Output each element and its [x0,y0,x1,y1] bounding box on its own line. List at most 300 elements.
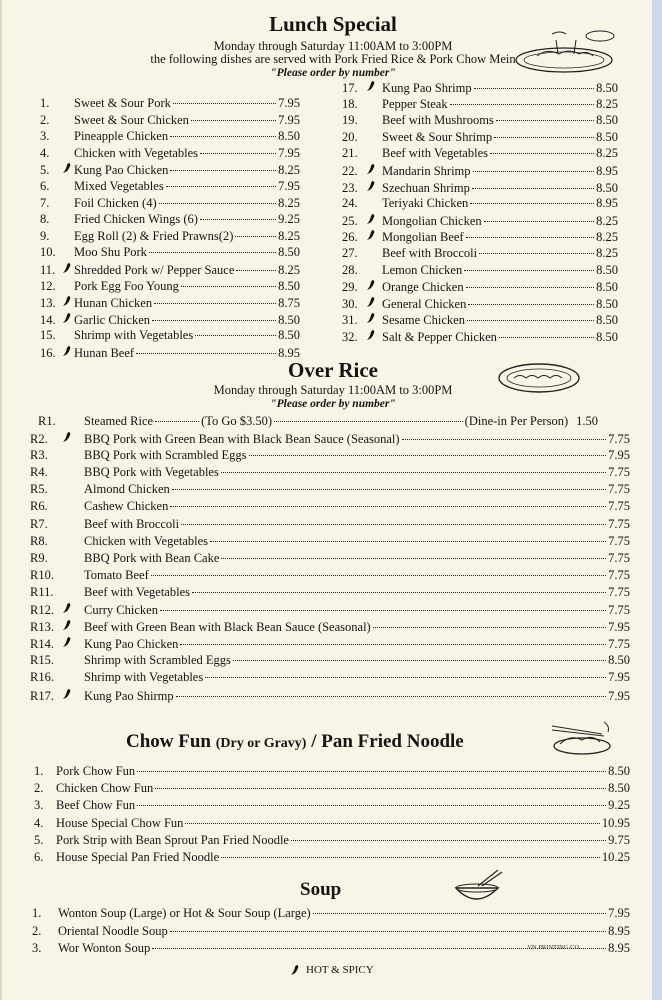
item-price: 8.95 [608,941,630,955]
menu-item-row [32,924,630,939]
dot-leader [170,505,606,507]
item-price: 7.95 [608,688,630,703]
dot-leader [200,152,276,154]
item-name: Wor Wonton Soup [58,941,151,955]
item-price: 7.95 [278,112,300,127]
soup-title: Soup [300,879,342,900]
item-number: 10. [40,245,56,260]
dot-leader [235,235,276,237]
dot-leader [402,438,607,440]
menu-item-row [34,850,630,865]
chili-pepper-icon [366,163,382,175]
item-number: 2. [40,112,50,127]
dot-leader [468,303,594,305]
item-number: 20. [342,129,358,144]
chili-pepper-icon [62,636,84,648]
dot-leader [149,251,276,253]
dot-leader [151,574,606,576]
item-price: 8.95 [278,346,300,360]
item-price: 8.50 [278,129,300,144]
chili-pepper-icon [62,431,84,443]
item-number: 3. [34,798,44,813]
dot-leader [160,609,606,611]
rice-hours: Monday through Saturday 11:00AM to 3:00PM [213,383,453,397]
item-price: 7.95 [608,620,630,635]
item-price: 8.25 [596,246,618,260]
dot-leader [176,695,607,697]
item-price: 10.95 [601,815,630,830]
menu-item-row [30,465,630,480]
item-name: Sweet & Sour Chicken [74,112,189,127]
menu-item-row [342,229,618,245]
item-number: 8. [40,212,50,227]
dinein-note: (Dine-in Per Person) [464,414,569,428]
item-number: R14. [30,637,54,652]
chili-pepper-icon [366,229,382,241]
item-price: 7.95 [278,96,300,110]
dot-leader [170,930,606,932]
item-name: Steamed Rice [84,414,154,428]
item-name: Garlic Chicken [74,312,151,327]
chili-pepper-icon [366,80,382,92]
item-price: 9.75 [608,832,630,847]
menu-item-row [40,328,300,343]
item-number: 11. [40,263,56,277]
item-name: Shrimp with Scrambled Eggs [84,653,231,668]
rice-title: Over Rice [288,358,378,382]
item-price: 8.50 [278,278,300,293]
menu-item-row [342,80,618,96]
dot-leader [490,152,594,154]
dot-leader [233,659,606,661]
item-price: 8.50 [608,764,630,778]
item-price: 8.95 [596,196,618,211]
item-price: 8.25 [596,146,618,161]
menu-item-row [40,179,300,194]
dot-leader [191,119,276,121]
menu-item-row [34,798,630,813]
item-name: House Special Pan Fried Noodle [56,850,220,864]
item-number: R3. [30,448,48,463]
item-number: 9. [40,228,50,243]
legend [290,964,374,976]
chili-pepper-icon [366,213,382,225]
menu-item-row [342,213,618,229]
menu-item-row [30,619,630,635]
item-name: Beef with Vegetables [84,584,190,599]
lunch-order-note: "Please order by number" [270,67,396,79]
menu-item-row [342,296,618,312]
item-price: 8.75 [278,296,300,311]
menu-item-row [40,129,300,144]
togo-note: (To Go $3.50) [201,414,273,428]
item-name: BBQ Pork with Scrambled Eggs [84,448,247,463]
item-number: 6. [34,850,44,864]
item-number: 6. [40,179,50,193]
lunch-note: the following dishes are served with Pork Fried Rice & Pork Chow Mein [150,52,516,66]
item-price: 8.50 [596,280,618,295]
dot-leader [159,202,276,204]
menu-item-row [40,196,300,211]
menu-item-row [342,263,618,278]
dot-leader [373,626,606,628]
item-number: 1. [40,96,50,110]
dot-leader [136,352,276,354]
menu-item-row [40,212,300,227]
item-price: 7.95 [608,670,630,685]
menu-item-row [342,246,618,261]
dot-leader [313,912,606,914]
item-number: 32. [342,330,358,344]
dot-leader [464,269,594,271]
chili-pepper-icon [62,688,84,700]
menu-item-row [30,482,630,497]
item-number: 19. [342,113,358,128]
item-price: 9.25 [278,212,300,227]
menu-item-row [30,534,630,549]
dot-leader [221,557,606,559]
item-number: 23. [342,180,358,195]
menu-item-row [30,431,630,447]
item-price: 7.75 [608,482,630,497]
dot-leader [467,319,594,321]
item-number: 12. [40,278,56,293]
dot-leader [200,218,276,220]
menu-item-row [342,97,618,112]
item-price: 8.25 [596,230,618,245]
item-number: 26. [342,230,358,245]
item-name: Salt & Pepper Chicken [382,330,497,344]
chili-pepper-icon [62,312,74,324]
item-price: 7.75 [608,465,630,480]
chili-pepper-icon [62,345,74,357]
item-number: R5. [30,482,48,497]
dot-leader [221,471,606,473]
item-price: 8.50 [596,129,618,144]
item-number: 2. [34,781,44,796]
item-price: 8.50 [608,653,630,668]
dot-leader [210,540,606,542]
item-name: Beef with Broccoli [382,246,478,260]
dot-leader [473,170,595,172]
item-name: Shrimp with Vegetables [84,670,204,685]
item-number: 5. [40,163,50,178]
item-name: Pork Chow Fun [56,764,136,778]
item-price: 7.75 [608,637,630,652]
chili-pepper-icon [366,329,382,341]
dish-illustration-icon [512,26,622,76]
item-price: 9.25 [608,798,630,813]
dot-leader [470,202,594,204]
item-number: 27. [342,246,358,260]
item-price: 8.50 [596,81,618,95]
item-price: 8.50 [596,296,618,311]
menu-item-row [30,602,630,618]
item-name: Hunan Chicken [74,296,153,311]
item-number: R11. [30,584,54,599]
menu-item-row [40,245,300,260]
dot-leader [172,488,606,490]
lunch-title: Lunch Special [269,12,397,36]
menu-item-row [342,146,618,161]
item-number: 31. [342,313,358,328]
dot-leader [137,770,606,772]
dot-leader [170,135,276,137]
menu-item-row [40,162,300,178]
item-number: 3. [32,941,42,955]
item-number: 29. [342,280,358,295]
menu-item-row [342,279,618,295]
chili-pepper-icon [366,180,382,192]
item-price: 7.75 [608,567,630,582]
item-number: R1. [38,414,56,428]
item-name: BBQ Pork with Vegetables [84,465,219,480]
item-price: 8.50 [596,313,618,328]
item-price: 7.75 [608,432,630,446]
dot-leader [450,103,595,105]
item-number: 24. [342,196,358,211]
item-name: Hunan Beef [74,346,135,360]
dot-leader [166,185,276,187]
item-name: Pepper Steak [382,96,448,111]
item-number: 25. [342,213,358,228]
chili-pepper-icon [62,619,84,631]
item-name: Almond Chicken [84,482,170,497]
item-name: Wonton Soup (Large) or Hot & Sour Soup (Large) [58,906,311,920]
menu-item-row [342,130,618,145]
item-number: 2. [32,923,42,938]
chili-pepper-icon [62,262,74,274]
page-edge [652,0,662,1000]
item-price: 7.95 [608,448,630,463]
soup-bowl-icon [448,866,506,910]
menu-item-row [30,551,630,566]
item-name: Pineapple Chicken [74,129,169,144]
item-price: 8.25 [278,228,300,243]
item-price: 8.25 [278,163,300,178]
item-name: Sweet & Sour Shrimp [382,129,493,144]
dot-leader [155,787,606,789]
dot-leader [137,804,606,806]
menu-item-row [32,906,630,921]
item-number: 4. [40,145,50,160]
item-name: Chicken with Vegetables [74,145,199,160]
chili-pepper-icon [62,602,84,614]
item-number: 1. [32,906,42,920]
item-number: 18. [342,96,358,111]
item-number: 14. [40,312,56,327]
dot-leader [466,286,595,288]
dot-leader [192,591,606,593]
item-price: 8.25 [596,96,618,111]
menu-item-row [30,499,630,514]
dot-leader [496,119,594,121]
item-name: Pork Egg Foo Young [74,278,179,293]
item-price: 7.95 [278,179,300,193]
item-number: 13. [40,296,56,311]
item-name: Tomato Beef [84,567,149,582]
item-name: Beef with Broccoli [84,516,180,531]
item-name: Foil Chicken (4) [74,195,157,210]
chili-pepper-icon [290,964,300,976]
item-number: 21. [342,146,358,161]
menu-item-row [342,329,618,345]
item-price: 1.50 [576,414,598,428]
menu-item-row [342,196,618,211]
menu-item-row [34,833,630,848]
menu-item-row [34,816,630,831]
item-name: Mongolian Chicken [382,213,482,228]
menu-item-row [30,636,630,652]
item-number: 1. [34,764,44,778]
item-price: 8.50 [278,328,300,343]
item-name: General Chicken [382,296,467,311]
item-name: Kung Pao Shirmp [84,688,174,703]
dot-leader [152,319,276,321]
item-number: 22. [342,164,358,178]
noodle-dish-icon [546,716,618,758]
item-name: Beef with Mushrooms [382,113,494,128]
dot-leader [180,643,606,645]
lunch-hours: Monday through Saturday 11:00AM to 3:00PM [213,39,453,53]
item-number: R13. [30,620,54,635]
item-name: Sweet & Sour Pork [74,96,171,110]
item-name: Mongolian Beef [382,230,464,245]
item-number: R16. [30,670,54,685]
item-name: Kung Pao Shrimp [382,81,472,95]
item-number: R8. [30,533,48,548]
dot-leader [221,856,600,858]
item-price: 8.50 [608,781,630,796]
legend-label: HOT & SPICY [306,964,374,976]
menu-item-row [40,229,300,244]
item-name: Cashew Chicken [84,499,169,514]
dot-leader [249,454,607,456]
item-name: Fried Chicken Wings (6) [74,212,198,227]
item-number: 7. [40,195,50,210]
item-name: BBQ Pork with Green Bean with Black Bean Sauce (Seasonal) [84,432,400,446]
rice-steamed-row [38,414,598,429]
item-price: 8.50 [596,180,618,195]
menu-item-row [30,448,630,463]
item-name: Sesame Chicken [382,313,465,328]
item-name: Shrimp with Vegetables [74,328,194,343]
dot-leader [494,136,594,138]
menu-item-row [30,653,630,668]
chowfun-title: Chow Fun (Dry or Gravy) / Pan Fried Noodle [126,731,464,752]
dot-leader [291,839,606,841]
item-number: R17. [30,688,54,703]
dot-leader [472,187,594,189]
item-name: Shredded Pork w/ Pepper Sauce [74,263,235,277]
menu-item-row [40,295,300,311]
item-number: R10. [30,567,54,582]
item-name: Mandarin Shrimp [382,164,471,178]
item-name: Kung Pao Chicken [84,637,179,652]
item-price: 8.25 [278,195,300,210]
item-number: 15. [40,328,56,343]
item-name: Kung Pao Chicken [74,163,169,178]
item-name: Moo Shu Pork [74,245,147,260]
dot-leader [205,676,606,678]
menu-item-row [342,113,618,128]
item-number: R7. [30,516,48,531]
menu-item-row [34,781,630,796]
menu-item-row [40,262,300,278]
item-name: House Special Chow Fun [56,815,184,830]
rice-plate-icon [496,360,582,396]
menu-item-row [40,96,300,111]
item-number: R2. [30,432,48,446]
item-name: Egg Roll (2) & Fried Prawns(2) [74,228,234,243]
item-number: 28. [342,262,358,277]
item-price: 8.50 [278,245,300,260]
chili-pepper-icon [366,279,382,291]
dot-leader [236,269,276,271]
dot-leader [170,169,276,171]
item-price: 8.50 [278,312,300,327]
item-name: Chicken Chow Fun [56,781,154,796]
item-number: 17. [342,81,358,95]
dot-leader [195,334,276,336]
item-name: Pork Strip with Bean Sprout Pan Fried Noodle [56,832,289,847]
item-price: 8.95 [596,164,618,178]
item-price: 8.25 [278,263,300,277]
item-price: 7.75 [608,499,630,514]
item-price: 7.75 [608,584,630,599]
item-number: R6. [30,499,48,514]
item-name: Lemon Chicken [382,262,463,277]
menu-item-row [342,180,618,196]
item-price: 8.50 [596,113,618,128]
dot-leader [466,236,595,238]
item-name: BBQ Pork with Bean Cake [84,550,220,565]
chili-pepper-icon [62,295,74,307]
dot-leader [181,285,276,287]
item-number: 30. [342,296,358,311]
menu-item-row [30,688,630,704]
menu-item-row [34,764,630,779]
menu-item-row [40,279,300,294]
dot-leader [479,252,594,254]
item-price: 8.50 [596,262,618,277]
item-price: 7.95 [278,145,300,160]
dot-leader [474,87,595,89]
dot-leader [181,523,606,525]
menu-item-row [40,312,300,328]
item-number: R12. [30,603,54,617]
menu-item-row [40,146,300,161]
dot-leader [173,102,276,104]
dot-leader [154,302,276,304]
dot-leader [499,336,594,338]
dot-leader [484,220,594,222]
item-number: 5. [34,832,44,847]
item-name: Oriental Noodle Soup [58,923,168,938]
item-price: 7.75 [608,516,630,531]
item-price: 7.75 [608,550,630,565]
item-price: 8.50 [596,330,618,344]
item-price: 8.25 [596,213,618,228]
menu-item-row [342,312,618,328]
item-number: R9. [30,550,48,565]
item-name: Chicken with Vegetables [84,533,209,548]
item-number: 16. [40,346,56,360]
item-number: R4. [30,465,48,480]
item-name: Orange Chicken [382,280,464,295]
item-price: 7.95 [608,906,630,920]
menu-item-row [40,113,300,128]
